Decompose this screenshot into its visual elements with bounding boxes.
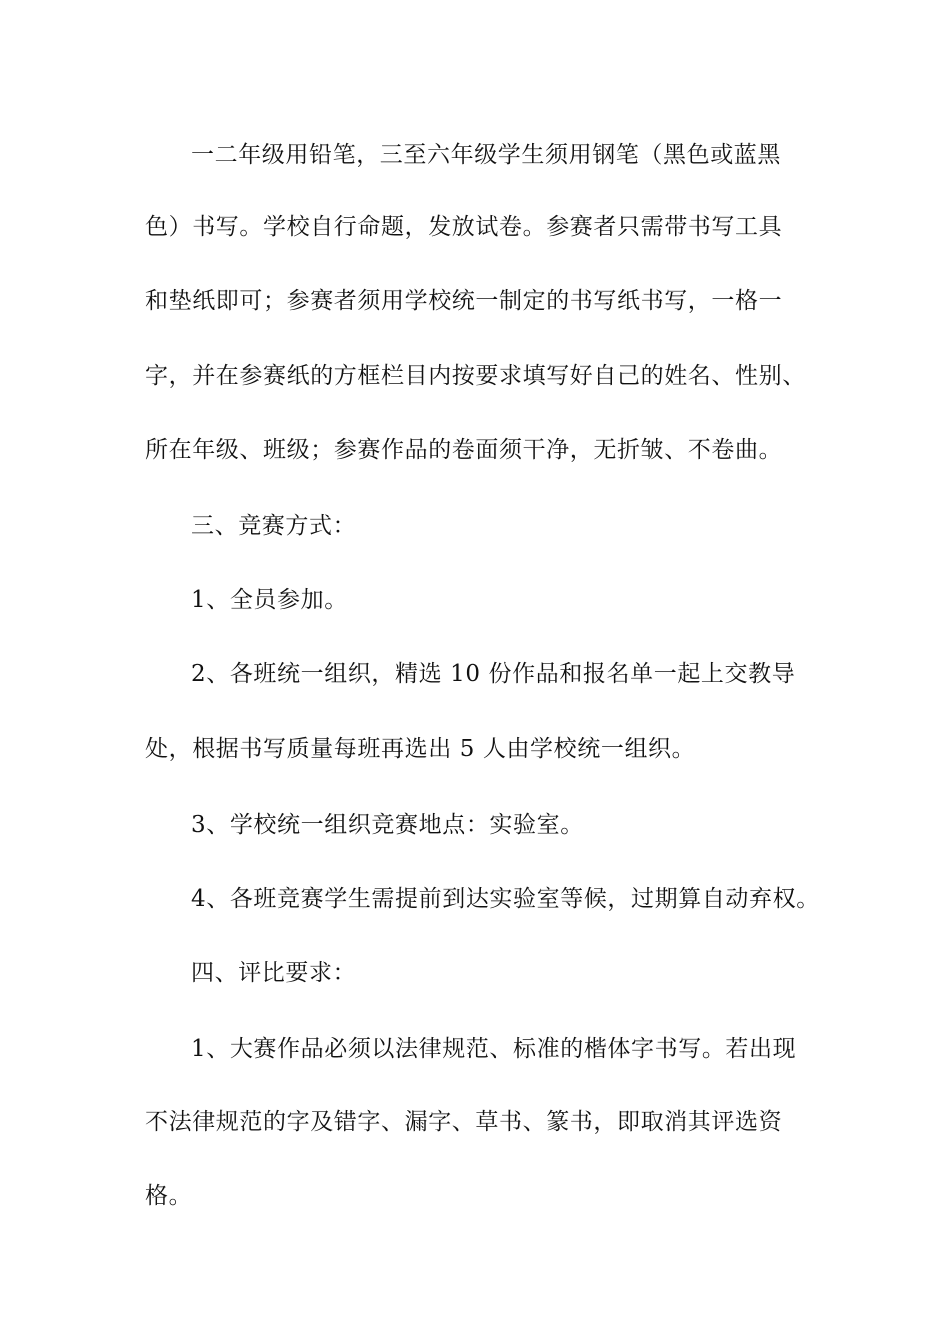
paragraph-line: 格。 — [145, 1183, 193, 1209]
paragraph-line: 不法律规范的字及错字、漏字、草书、篆书，即取消其评选资 — [145, 1109, 783, 1135]
paragraph-line: 色）书写。学校自行命题，发放试卷。参赛者只需带书写工具 — [145, 214, 783, 240]
list-item: 1、全员参加。 — [191, 587, 348, 613]
paragraph-line: 一二年级用铅笔，三至六年级学生须用钢笔（黑色或蓝黑 — [191, 142, 781, 168]
paragraph-line: 处，根据书写质量每班再选出 5 人由学校统一组织。 — [145, 736, 696, 762]
paragraph-line: 字，并在参赛纸的方框栏目内按要求填写好自己的姓名、性别、 — [145, 363, 806, 389]
list-item: 2、各班统一组织，精选 10 份作品和报名单一起上交教导 — [191, 661, 796, 687]
section-heading: 三、竞赛方式： — [191, 513, 357, 539]
paragraph-line: 和垫纸即可；参赛者须用学校统一制定的书写纸书写，一格一 — [145, 288, 783, 314]
paragraph-line: 所在年级、班级；参赛作品的卷面须干净，无折皱、不卷曲。 — [145, 437, 783, 463]
section-heading: 四、评比要求： — [191, 960, 357, 986]
list-item: 3、学校统一组织竞赛地点：实验室。 — [191, 812, 584, 838]
list-item: 4、各班竞赛学生需提前到达实验室等候，过期算自动弃权。 — [191, 886, 820, 912]
list-item: 1、大赛作品必须以法律规范、标准的楷体字书写。若出现 — [191, 1036, 797, 1062]
